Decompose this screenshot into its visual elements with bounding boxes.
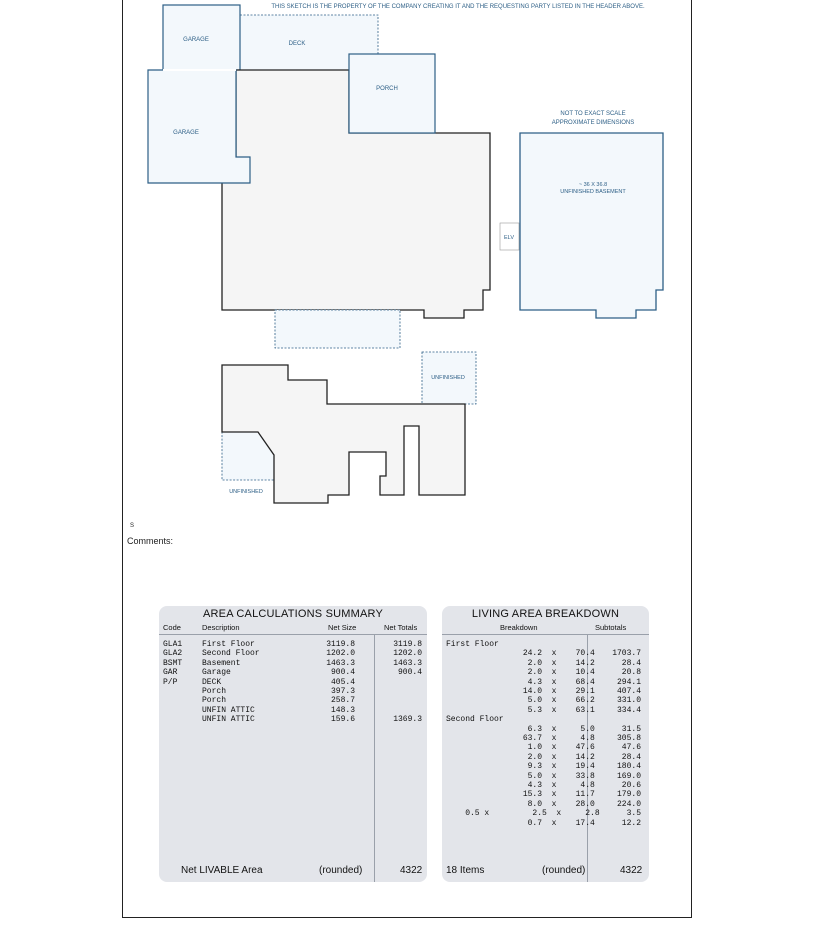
breakdown-row-subtotal: 407.4: [616, 687, 641, 696]
area-row-code: GLA2: [163, 649, 183, 659]
living-total: 4322: [620, 865, 643, 876]
area-row-description: UNFIN ATTIC: [202, 715, 255, 725]
breakdown-row-subtotal: 334.4: [616, 705, 641, 715]
basement-label: UNFINISHED BASEMENT: [560, 189, 626, 195]
basement-outline: [520, 133, 663, 318]
porch-area: [349, 54, 435, 133]
breakdown-row-text: 15.3 x 11.7: [446, 790, 595, 800]
col-head-net-size: Net Size: [328, 623, 357, 632]
area-row-description: Porch: [202, 687, 227, 696]
area-row-description: Basement: [202, 658, 241, 668]
breakdown-row-subtotal: 180.4: [616, 762, 641, 772]
garage-left-area: [148, 70, 250, 183]
items-count: 18 Items: [446, 865, 485, 876]
breakdown-row-text: 2.0 x 14.2: [446, 658, 595, 668]
scale-note-1: NOT TO EXACT SCALE: [560, 111, 626, 117]
living-rounded: (rounded): [542, 865, 586, 876]
rear-porch-area: [275, 310, 400, 348]
panel-divider: [159, 634, 427, 635]
breakdown-row-text: 8.0 x 28.0: [446, 799, 595, 809]
area-row-net-size: 3119.8: [326, 640, 355, 649]
breakdown-row-subtotal: 224.0: [616, 799, 641, 809]
breakdown-row-subtotal: 305.8: [616, 734, 641, 743]
breakdown-row-text: 6.3 x 5.0: [446, 724, 595, 734]
breakdown-row-text: 14.0 x 29.1: [446, 687, 595, 696]
area-row-description: First Floor: [202, 640, 255, 649]
breakdown-row-subtotal: 31.5: [621, 724, 641, 734]
breakdown-row-subtotal: 12.2: [621, 818, 641, 828]
breakdown-row-subtotal: 3.5: [626, 809, 641, 819]
breakdown-row-text: 63.7 x 4.8: [446, 734, 595, 743]
net-livable-rounded: (rounded): [319, 865, 363, 876]
scale-note-2: APPROXIMATE DIMENSIONS: [551, 120, 635, 126]
area-summary-title: AREA CALCULATIONS SUMMARY: [202, 608, 384, 620]
area-row-net-total: 3119.8: [393, 640, 422, 649]
breakdown-row-text: 5.0 x 66.2: [446, 696, 595, 706]
col-head-code: Code: [163, 623, 181, 632]
area-row-net-size: 258.7: [330, 696, 355, 706]
breakdown-row-subtotal: 28.4: [621, 752, 641, 762]
breakdown-row-text: 0.5 x 2.5 x 2.8: [446, 809, 600, 819]
area-row-code: BSMT: [163, 658, 183, 668]
area-row-net-total: 900.4: [397, 668, 422, 678]
col-head-net-totals: Net Totals: [384, 623, 418, 632]
unfinished-right-label: UNFINISHED: [431, 375, 465, 381]
breakdown-row-subtotal: 169.0: [616, 771, 641, 781]
area-row-code: GAR: [163, 668, 178, 678]
garage-left-label: GARAGE: [173, 130, 199, 136]
breakdown-row-subtotal: 294.1: [616, 677, 641, 687]
breakdown-row-subtotal: 331.0: [616, 696, 641, 706]
elv-label: ELV: [504, 235, 514, 241]
breakdown-row-text: 4.3 x 4.8: [446, 781, 595, 790]
breakdown-row-text: 0.7 x 17.4: [446, 818, 595, 828]
living-breakdown-title: LIVING AREA BREAKDOWN: [471, 608, 620, 620]
header-note: THIS SKETCH IS THE PROPERTY OF THE COMPANY CREATING IT AND THE REQUESTING PARTY LISTED IN THE HEADER ABOVE.: [271, 4, 645, 10]
breakdown-row-subtotal: 179.0: [616, 790, 641, 800]
area-row-description: Garage: [202, 668, 231, 678]
breakdown-row-subtotal: 28.4: [621, 658, 641, 668]
panel-divider: [442, 634, 649, 635]
area-row-code: GLA1: [163, 640, 183, 649]
porch-label: PORCH: [376, 86, 398, 92]
area-row-net-size: 397.3: [330, 687, 355, 696]
breakdown-row-text: First Floor: [446, 640, 499, 649]
comments-label: Comments:: [127, 536, 174, 546]
garage-top-label: GARAGE: [183, 37, 209, 43]
area-row-net-size: 900.4: [330, 668, 355, 678]
breakdown-row-subtotal: 20.8: [621, 668, 641, 678]
breakdown-row-text: 9.3 x 19.4: [446, 762, 595, 772]
breakdown-row-text: 5.3 x 63.1: [446, 705, 595, 715]
area-row-description: Second Floor: [202, 649, 260, 659]
breakdown-row-subtotal: 47.6: [621, 743, 641, 753]
net-livable-label: Net LIVABLE Area: [181, 865, 263, 876]
col-head-breakdown: Breakdown: [500, 623, 538, 632]
area-row-code: P/P: [163, 677, 178, 687]
breakdown-row-text: 24.2 x 70.4: [446, 649, 595, 659]
breakdown-row-subtotal: 20.6: [621, 781, 641, 790]
area-row-description: UNFIN ATTIC: [202, 705, 255, 715]
col-head-description: Description: [202, 623, 240, 632]
living-breakdown-panel: [442, 606, 649, 882]
breakdown-row-text: 2.0 x 10.4: [446, 668, 595, 678]
area-row-net-total: 1463.3: [393, 658, 422, 668]
breakdown-row-text: Second Floor: [446, 715, 504, 725]
deck-label: DECK: [288, 41, 306, 47]
basement-dims: ~ 36 X 36.8: [578, 182, 608, 188]
breakdown-row-text: 2.0 x 14.2: [446, 752, 595, 762]
area-row-net-total: 1369.3: [393, 715, 422, 725]
breakdown-row-text: 5.0 x 33.8: [446, 771, 595, 781]
area-row-net-total: 1202.0: [393, 649, 422, 659]
breakdown-row-text: 4.3 x 68.4: [446, 677, 595, 687]
breakdown-row-subtotal: 1703.7: [612, 649, 641, 659]
area-summary-panel: [159, 606, 427, 882]
unfinished-left-label: UNFINISHED: [229, 489, 263, 495]
column-divider: [374, 634, 375, 882]
area-row-net-size: 405.4: [330, 677, 355, 687]
area-row-net-size: 1463.3: [326, 658, 355, 668]
breakdown-row-text: 1.0 x 47.6: [446, 743, 595, 753]
area-row-description: DECK: [202, 677, 222, 687]
area-row-net-size: 159.6: [330, 715, 355, 725]
area-row-net-size: 1202.0: [326, 649, 355, 659]
net-livable-total: 4322: [400, 865, 423, 876]
col-head-subtotals: Subtotals: [595, 623, 627, 632]
s-mark: S: [130, 523, 135, 529]
area-row-description: Porch: [202, 696, 227, 706]
area-row-net-size: 148.3: [330, 705, 355, 715]
